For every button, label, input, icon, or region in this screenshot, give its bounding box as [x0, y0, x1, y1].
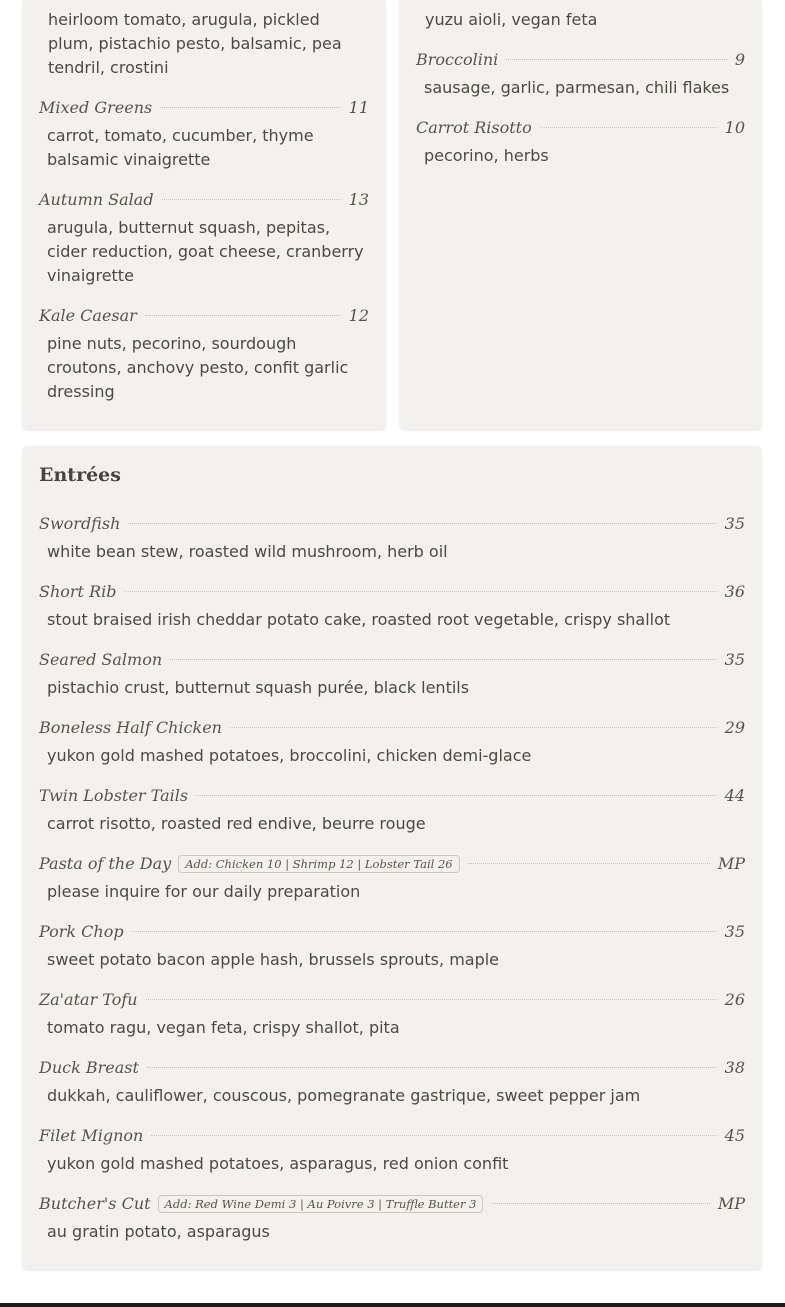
- menu-item-name: Duck Breast: [39, 1058, 139, 1077]
- addon-badge: Add: Chicken 10 | Shrimp 12 | Lobster Tail 26: [178, 855, 459, 873]
- menu-item-name: Filet Mignon: [39, 1126, 144, 1145]
- menu-item-pork-chop: [39, 922, 745, 972]
- menu-item-butchers-cut: [39, 1194, 745, 1244]
- menu-item-pasta-of-the-day: [39, 854, 745, 904]
- menu-item-description: white bean stew, roasted wild mushroom, herb oil: [47, 542, 448, 561]
- dotted-leader: [151, 1135, 716, 1136]
- menu-item-mixed-greens: [39, 98, 369, 172]
- menu-item-description: yuzu aioli, vegan feta: [425, 10, 598, 29]
- menu-item-description: tomato ragu, vegan feta, crispy shallot, pita: [47, 1018, 400, 1037]
- menu-item-name: Boneless Half Chicken: [39, 718, 222, 737]
- menu-item-description: heirloom tomato, arugula, pickled plum, pistachio pesto, balsamic, pea tendril, crostini: [48, 10, 342, 77]
- menu-item-carrot-risotto: [416, 118, 745, 168]
- addon-badge: Add: Red Wine Demi 3 | Au Poivre 3 | Truffle Butter 3: [158, 1195, 484, 1213]
- menu-item-seared-salmon: [39, 650, 745, 700]
- menu-item-name: Twin Lobster Tails: [39, 786, 189, 805]
- dotted-leader: [132, 931, 717, 932]
- dotted-leader: [491, 1203, 709, 1204]
- dotted-leader: [124, 591, 716, 592]
- menu-item-twin-lobster-tails: [39, 786, 745, 836]
- menu-item-price: 29: [724, 718, 745, 737]
- menu-item-description: pine nuts, pecorino, sourdough croutons, anchovy pesto, confit garlic dressing: [47, 334, 349, 401]
- menu-item-name: Mixed Greens: [39, 98, 153, 117]
- salads-card: [23, 0, 385, 429]
- menu-item-price: 26: [724, 990, 745, 1009]
- menu-item-price: 9: [734, 50, 745, 69]
- menu-item-name: Pork Chop: [39, 922, 124, 941]
- dotted-leader: [128, 523, 716, 524]
- menu-item-duck-breast: [39, 1058, 745, 1108]
- menu-item-name: Seared Salmon: [39, 650, 163, 669]
- dotted-leader: [230, 727, 717, 728]
- menu-item-price: MP: [717, 854, 745, 873]
- sides-card: [400, 0, 761, 429]
- dotted-leader: [540, 127, 717, 128]
- dotted-leader: [146, 999, 717, 1000]
- menu-item-boneless-half-chicken: [39, 718, 745, 768]
- menu-item-filet-mignon: [39, 1126, 745, 1176]
- menu-item-autumn-salad: [39, 190, 369, 288]
- menu-item-swordfish: [39, 514, 745, 564]
- page-bottom-border: [0, 1303, 785, 1307]
- menu-item-price: 13: [348, 190, 369, 209]
- dotted-leader: [145, 315, 341, 316]
- section-title: Entrées: [39, 464, 121, 486]
- menu-item-description: yukon gold mashed potatoes, broccolini, chicken demi-glace: [47, 746, 532, 765]
- menu-item-name: Short Rib: [39, 582, 117, 601]
- dotted-leader: [506, 59, 727, 60]
- menu-item-price: 45: [724, 1126, 745, 1145]
- menu-item-description: dukkah, cauliflower, couscous, pomegranate gastrique, sweet pepper jam: [47, 1086, 641, 1105]
- menu-item-description: carrot, tomato, cucumber, thyme balsamic vinaigrette: [47, 126, 314, 169]
- menu-item-name: Za'atar Tofu: [39, 990, 138, 1009]
- menu-item-description: yukon gold mashed potatoes, asparagus, red onion confit: [47, 1154, 509, 1173]
- menu-item-price: 35: [724, 922, 745, 941]
- menu-item-description: stout braised irish cheddar potato cake, roasted root vegetable, crispy shallot: [47, 610, 671, 629]
- entrees-card: [23, 446, 761, 1269]
- menu-item-name: Pasta of the Day: [39, 854, 172, 873]
- menu-item-price: 12: [348, 306, 369, 325]
- menu-item-kale-caesar: [39, 306, 369, 404]
- menu-item-name: Swordfish: [39, 514, 121, 533]
- menu-item-name: Autumn Salad: [39, 190, 154, 209]
- dotted-leader: [147, 1067, 717, 1068]
- dotted-leader: [170, 659, 717, 660]
- menu-item-description: arugula, butternut squash, pepitas, cider reduction, goat cheese, cranberry vinaigrette: [47, 218, 364, 285]
- menu-item-name: Carrot Risotto: [416, 118, 532, 137]
- menu-item-zaatar-tofu: [39, 990, 745, 1040]
- menu-item-name: Broccolini: [416, 50, 499, 69]
- menu-item-description: sausage, garlic, parmesan, chili flakes: [424, 78, 730, 97]
- menu-item-price: 36: [724, 582, 745, 601]
- menu-item-price: MP: [717, 1194, 745, 1213]
- menu-item-description: au gratin potato, asparagus: [47, 1222, 270, 1241]
- dotted-leader: [468, 863, 710, 864]
- menu-item-name: Butcher's Cut: [39, 1194, 151, 1213]
- menu-item-short-rib: [39, 582, 745, 632]
- menu-item-price: 11: [348, 98, 369, 117]
- menu-item-price: 44: [724, 786, 745, 805]
- menu-item-name: Kale Caesar: [39, 306, 137, 325]
- menu-item-price: 38: [724, 1058, 745, 1077]
- menu-item-price: 10: [724, 118, 745, 137]
- menu-item-description: pecorino, herbs: [424, 146, 549, 165]
- menu-item-description: please inquire for our daily preparation: [47, 882, 361, 901]
- dotted-leader: [162, 199, 341, 200]
- menu-item-broccolini: [416, 50, 745, 100]
- menu-item-description: carrot risotto, roasted red endive, beurre rouge: [47, 814, 426, 833]
- dotted-leader: [160, 107, 340, 108]
- menu-item-price: 35: [724, 650, 745, 669]
- menu-item-description: sweet potato bacon apple hash, brussels sprouts, maple: [47, 950, 500, 969]
- menu-item-description: pistachio crust, butternut squash purée, black lentils: [47, 678, 470, 697]
- dotted-leader: [196, 795, 717, 796]
- menu-item-price: 35: [724, 514, 745, 533]
